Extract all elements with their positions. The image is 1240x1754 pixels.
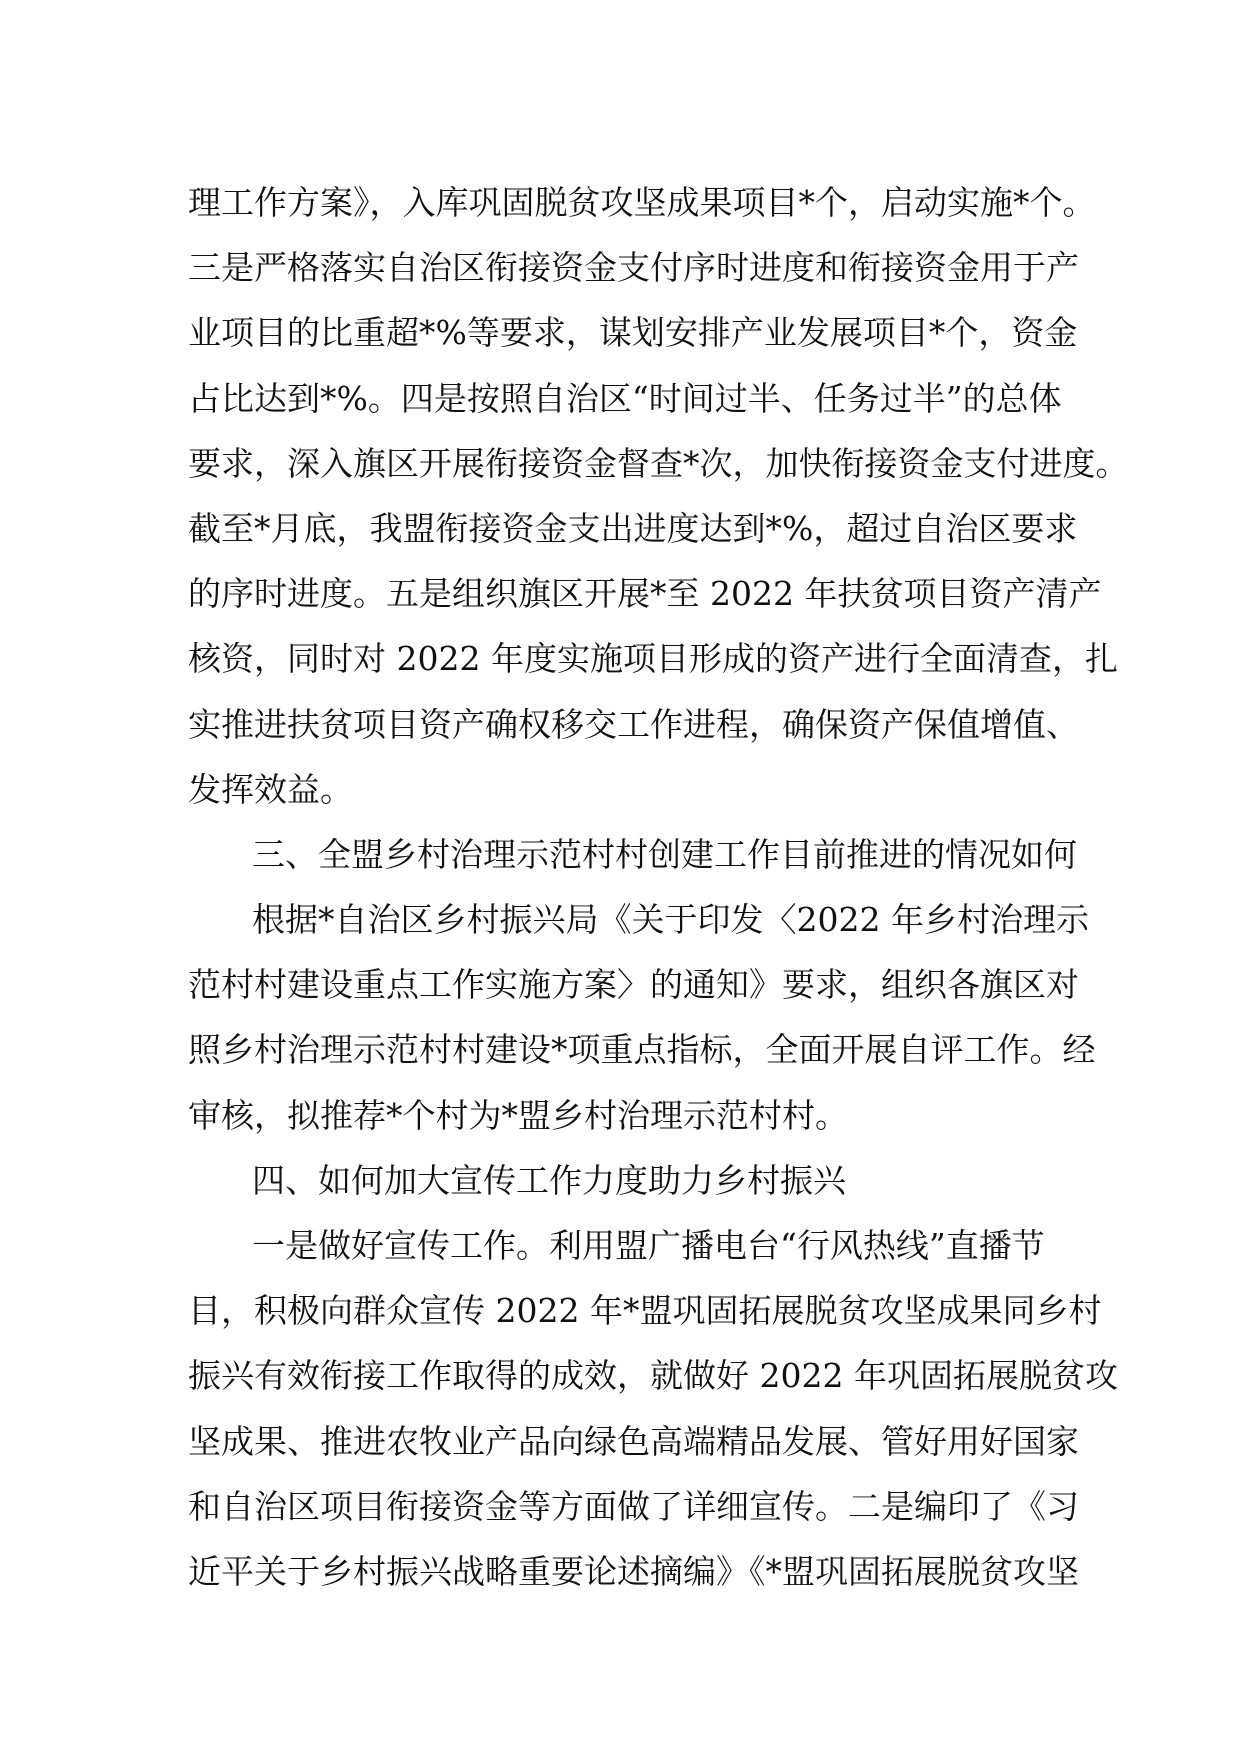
text-line: 三是严格落实自治区衔接资金支付序时进度和衔接资金用于产	[188, 248, 1079, 288]
text-line: 理工作方案》，入库巩固脱贫攻坚成果项目*个，启动实施*个。	[188, 183, 1096, 222]
text-line: 照乡村治理示范村村建设*项重点指标，全面开展自评工作。经	[188, 1030, 1096, 1070]
document-body	[188, 170, 1129, 1604]
text-line: 审核，拟推荐*个村为*盟乡村治理示范村村。	[188, 1095, 848, 1135]
paragraph-first-line: 一是做好宣传工作。利用盟广播电台“行风热线”直播节	[252, 1226, 1045, 1265]
paragraph-first-line: 四、如何加大宣传工作力度助力乡村振兴	[252, 1160, 846, 1200]
text-line: 截至*月底，我盟衔接资金支出进度达到*%，超过自治区要求	[188, 508, 1078, 548]
text-line: 范村村建设重点工作实施方案〉的通知》要求，组织各旗区对	[188, 965, 1079, 1005]
text-line: 业项目的比重超*%等要求，谋划安排产业发展项目*个，资金	[188, 313, 1078, 353]
text-line: 振兴有效衔接工作取得的成效，就做好 2022 年巩固拓展脱贫攻	[188, 1356, 1118, 1396]
paragraph-first-line: 三、全盟乡村治理示范村村创建工作目前推进的情况如何	[252, 834, 1077, 874]
text-line: 发挥效益。	[188, 769, 353, 809]
text-line: 占比达到*%。四是按照自治区“时间过半、任务过半”的总体	[188, 378, 1062, 418]
paragraph-first-line: 根据*自治区乡村振兴局《关于印发〈2022 年乡村治理示	[252, 900, 1089, 940]
text-line: 坚成果、推进农牧业产品向绿色高端精品发展、管好用好国家	[188, 1421, 1079, 1461]
text-line: 目，积极向群众宣传 2022 年*盟巩固拓展脱贫攻坚成果同乡村	[188, 1291, 1102, 1331]
text-line: 的序时进度。五是组织旗区开展*至 2022 年扶贫项目资产清产	[188, 574, 1102, 614]
text-line: 实推进扶贫项目资产确权移交工作进程，确保资产保值增值、	[188, 704, 1079, 744]
text-line: 核资，同时对 2022 年度实施项目形成的资产进行全面清查，扎	[188, 639, 1118, 679]
text-line: 要求，深入旗区开展衔接资金督查*次，加快衔接资金支付进度。	[188, 443, 1129, 483]
text-line: 近平关于乡村振兴战略重要论述摘编》《*盟巩固拓展脱贫攻坚	[188, 1551, 1079, 1591]
text-line: 和自治区项目衔接资金等方面做了详细宣传。二是编印了《习	[188, 1486, 1079, 1526]
